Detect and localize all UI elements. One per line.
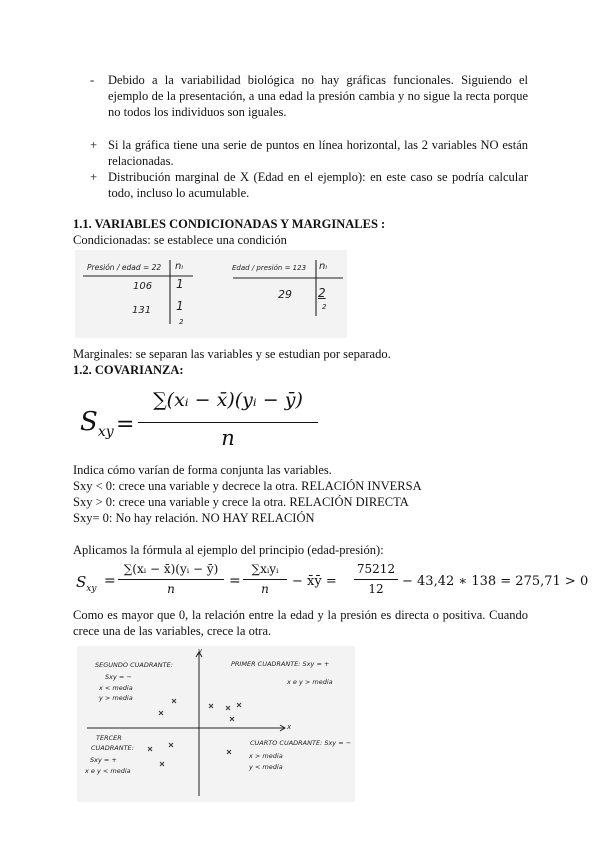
covariance-intro: Indica cómo varían de forma conjunta las variables. [73,463,332,477]
calc-fraction-denominator: n [167,582,175,596]
bullet-symbol: + [90,170,98,184]
calc-fraction-numerator: 75212 [356,562,396,576]
table-right-value: 29 [278,288,292,301]
q3-label: TERCER [96,734,122,742]
bullet-symbol: - [90,73,95,87]
calc-tail: − 43,42 ∗ 138 = 275,71 > 0 [402,574,589,589]
table-left-n-header: nᵢ [175,261,184,272]
quadrant-diagram-image [77,646,355,802]
formula-equals: = [116,412,135,437]
formula-numerator: ∑(xᵢ − x̄)(yᵢ − ȳ) [153,389,303,411]
q4-label: CUARTO CUADRANTE: Sxy = − [250,739,352,747]
marginals-text: Marginales: se separan las variables y se estudian por separado. [73,347,391,361]
q3-label: x e y < media [85,767,131,775]
calc-equals: = [229,573,241,589]
bullet-symbol: + [90,138,98,152]
table-right-header: Edad / presión = 123 [232,264,307,272]
calc-lhs: $S_{xy}$ [76,573,97,594]
fraction-bar [118,579,224,580]
covariance-case: Sxy > 0: crece una variable y crece la otra. RELACIÓN DIRECTA [73,495,409,509]
q3-label: Sxy = + [90,756,117,764]
formula-lhs: $S_{xy}$ [80,407,114,441]
table-left-value: 106 [133,281,153,292]
axis-x-label: x [287,723,292,731]
covariance-case: Sxy= 0: No hay relación. NO HAY RELACIÓN [73,511,315,525]
apply-text: Aplicamos la fórmula al ejemplo del principio (edad-presión): [73,543,384,557]
table-left-value: 131 [132,305,152,316]
calc-middle: − x̄ȳ = [292,574,337,589]
q1-label: PRIMER CUADRANTE: Sxy = + [231,660,330,668]
fraction-bar [243,579,287,580]
fraction-bar [354,579,398,580]
formula-denominator: n [221,426,235,450]
section-heading: 1.2. COVARIANZA: [73,363,184,377]
q1-label: x e y > media [287,678,333,686]
bullet-text: Si la gráfica tiene una serie de puntos en línea horizontal, las 2 variables NO están relacionadas. [108,138,528,168]
q2-label: y > media [99,694,133,702]
table-left-count: 1 [176,277,184,291]
quadrant-axes-icon [77,646,355,802]
fraction-bar [138,422,318,423]
table-right-total: 2 [322,303,327,311]
handwritten-tables-image [75,250,347,338]
calc-fraction-numerator: ∑xᵢyᵢ [251,562,279,576]
table-right-count: 2 [318,286,326,300]
bullet-text: Debido a la variabilidad biológica no hay gráficas funcionales. Siguiendo el ejemplo de la presentación, a una edad la presión cambia y no sigue la recta porque no todos los individuos son iguales. [108,73,528,119]
calc-fraction-denominator: n [261,582,269,596]
conclusion-text: Como es mayor que 0, la relación entre la edad y la presión es directa o positiva. Cuando crece una de las variables, crece la otra. [73,608,528,638]
q2-label: Sxy = − [105,673,132,681]
q3-label: CUADRANTE: [91,744,134,752]
table-left-total: 2 [179,318,184,326]
calc-equals: = [104,573,116,589]
bullet-text: Distribución marginal de X (Edad en el ejemplo): en este caso se podría calcular todo, incluso lo acumulable. [108,170,528,200]
table-right-n-header: nᵢ [319,261,328,272]
table-left-header: Presión / edad = 22 [87,263,162,272]
axis-y-label: y [198,647,203,655]
table-left-count: 1 [176,299,184,313]
q2-label: SEGUNDO CUADRANTE: [95,661,173,669]
conditioned-text: Condicionadas: se establece una condición [73,233,287,247]
section-heading: 1.1. VARIABLES CONDICIONADAS Y MARGINALES : [73,217,386,231]
covariance-case: Sxy < 0: crece una variable y decrece la otra. RELACIÓN INVERSA [73,479,422,493]
calc-fraction-denominator: 12 [368,582,384,596]
calc-fraction-numerator: ∑(xᵢ − x̄)(yᵢ − ȳ) [123,562,219,576]
q4-label: y < media [249,763,283,771]
q2-label: x < media [99,684,133,692]
q4-label: x > media [249,752,283,760]
